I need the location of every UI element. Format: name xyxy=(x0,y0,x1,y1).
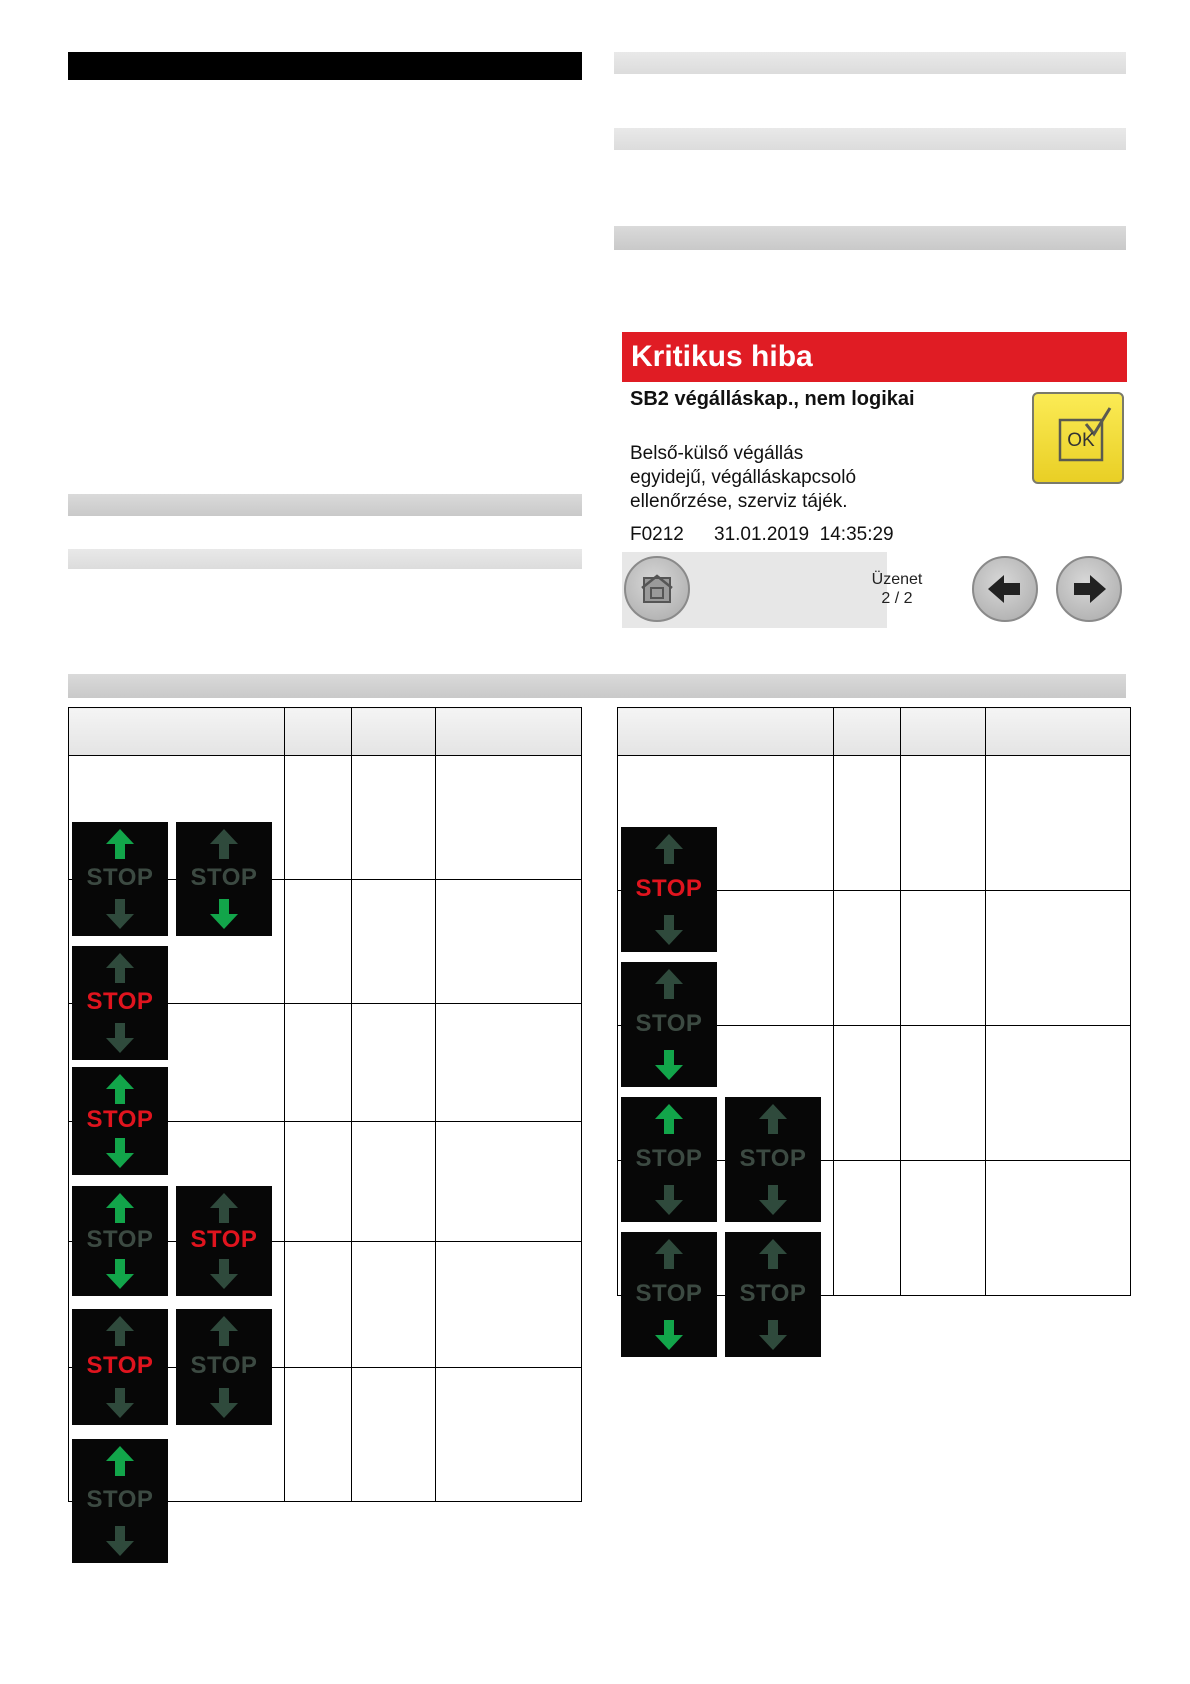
arrow-right-icon xyxy=(1058,558,1120,620)
stop-signal-tile xyxy=(725,1232,821,1357)
arrow-down-icon xyxy=(209,898,239,930)
section-heading-bar xyxy=(68,52,582,80)
stop-label: STOP xyxy=(635,874,703,902)
message-indicator xyxy=(842,570,952,608)
table-cell xyxy=(284,1122,352,1242)
table-cell xyxy=(436,1242,582,1368)
table-cell xyxy=(352,756,436,880)
table-cell xyxy=(436,1122,582,1242)
stop-label: STOP xyxy=(190,863,258,891)
table-cell xyxy=(436,1004,582,1122)
table-cell xyxy=(284,880,352,1004)
stop-signal-tile xyxy=(72,822,168,936)
stop-signal-tile xyxy=(72,1439,168,1563)
table-cell xyxy=(833,1026,901,1161)
arrow-down-icon xyxy=(105,1387,135,1419)
stop-signal-tile xyxy=(725,1097,821,1222)
arrow-down-icon xyxy=(654,1319,684,1351)
stop-label: STOP xyxy=(86,1351,154,1379)
arrow-down-icon xyxy=(105,898,135,930)
section-divider-bar xyxy=(614,226,1126,250)
error-title: SB2 végálláskap., nem logikai xyxy=(630,388,915,410)
arrow-up-icon xyxy=(105,1192,135,1224)
stop-signal-tile xyxy=(176,1186,272,1296)
stop-signal-tile xyxy=(72,1309,168,1425)
table-cell xyxy=(352,880,436,1004)
stop-label: STOP xyxy=(86,987,154,1015)
error-screen xyxy=(622,332,1130,630)
arrow-up-icon xyxy=(758,1103,788,1135)
table-header-row xyxy=(69,708,582,756)
stop-signal-tile xyxy=(621,1097,717,1222)
table-cell xyxy=(986,1161,1131,1296)
home-button[interactable] xyxy=(624,556,690,622)
arrow-up-icon xyxy=(654,1103,684,1135)
stop-signal-tile xyxy=(621,1232,717,1357)
table-cell xyxy=(352,1368,436,1502)
table-row xyxy=(618,756,1131,891)
section-divider-bar xyxy=(614,52,1126,74)
stop-label: STOP xyxy=(86,1105,154,1133)
stop-label: STOP xyxy=(635,1009,703,1037)
table-cell xyxy=(284,1004,352,1122)
ok-button[interactable] xyxy=(1032,392,1124,484)
arrow-down-icon xyxy=(209,1387,239,1419)
table-cell xyxy=(352,1122,436,1242)
arrow-up-icon xyxy=(105,1073,135,1105)
arrow-down-icon xyxy=(758,1184,788,1216)
stop-label: STOP xyxy=(635,1279,703,1307)
left-signal-table xyxy=(68,707,582,1513)
table-cell xyxy=(352,1004,436,1122)
arrow-up-icon xyxy=(654,1238,684,1270)
table-cell xyxy=(436,1368,582,1502)
stop-label: STOP xyxy=(86,863,154,891)
message-label: Üzenet xyxy=(871,571,923,588)
arrow-up-icon xyxy=(105,1315,135,1347)
arrow-up-icon xyxy=(105,1445,135,1477)
stop-signal-tile xyxy=(72,946,168,1060)
arrow-up-icon xyxy=(105,952,135,984)
table-cell xyxy=(986,756,1131,891)
error-description-line: Belső-külső végállás xyxy=(630,443,804,464)
stop-signal-tile xyxy=(72,1067,168,1175)
table-cell xyxy=(284,1368,352,1502)
table-header-cell xyxy=(352,708,436,756)
stop-label: STOP xyxy=(635,1144,703,1172)
arrow-down-icon xyxy=(654,914,684,946)
section-divider-bar xyxy=(614,128,1126,150)
table-cell xyxy=(833,1161,901,1296)
error-description xyxy=(630,442,856,514)
arrow-down-icon xyxy=(105,1525,135,1557)
previous-button[interactable] xyxy=(972,556,1038,622)
stop-label: STOP xyxy=(86,1225,154,1253)
table-cell xyxy=(901,756,986,891)
error-timestamp: 31.01.2019 14:35:29 xyxy=(714,524,894,545)
error-header: Kritikus hiba xyxy=(622,332,1127,382)
table-header-cell xyxy=(436,708,582,756)
next-button[interactable] xyxy=(1056,556,1122,622)
table-cell xyxy=(901,1026,986,1161)
arrow-up-icon xyxy=(758,1238,788,1270)
table-header-cell xyxy=(833,708,901,756)
arrow-up-icon xyxy=(654,968,684,1000)
arrow-up-icon xyxy=(209,828,239,860)
table-header-cell xyxy=(986,708,1131,756)
table-cell xyxy=(284,756,352,880)
stop-label: STOP xyxy=(190,1351,258,1379)
table-header-row xyxy=(618,708,1131,756)
error-description-line: ellenőrzése, szerviz tájék. xyxy=(630,491,848,512)
table-cell xyxy=(986,891,1131,1026)
arrow-down-icon xyxy=(654,1184,684,1216)
table-cell xyxy=(901,1161,986,1296)
arrow-down-icon xyxy=(105,1137,135,1169)
home-icon xyxy=(626,558,688,620)
table-cell xyxy=(833,756,901,891)
arrow-up-icon xyxy=(654,833,684,865)
stop-label: STOP xyxy=(739,1144,807,1172)
stop-signal-tile xyxy=(176,822,272,936)
table-cell xyxy=(436,880,582,1004)
section-divider-bar xyxy=(68,674,1126,698)
table-header-cell xyxy=(901,708,986,756)
table-cell xyxy=(833,891,901,1026)
stop-signal-tile xyxy=(621,827,717,952)
right-signal-table xyxy=(617,707,1131,1307)
arrow-down-icon xyxy=(209,1258,239,1290)
message-counter: 2 / 2 xyxy=(881,590,913,607)
arrow-down-icon xyxy=(105,1258,135,1290)
table-header-cell xyxy=(618,708,834,756)
signal-cell xyxy=(618,756,834,902)
stop-label: STOP xyxy=(86,1485,154,1513)
arrow-up-icon xyxy=(105,828,135,860)
stop-label: STOP xyxy=(739,1279,807,1307)
stop-label: STOP xyxy=(190,1225,258,1253)
table-cell xyxy=(352,1242,436,1368)
arrow-up-icon xyxy=(209,1192,239,1224)
stop-signal-tile xyxy=(176,1309,272,1425)
arrow-down-icon xyxy=(105,1022,135,1054)
section-divider-bar xyxy=(68,494,582,516)
stop-signal-tile xyxy=(72,1186,168,1296)
section-divider-bar xyxy=(68,549,582,569)
stop-signal-tile xyxy=(621,962,717,1087)
table-cell xyxy=(901,891,986,1026)
table-cell xyxy=(436,756,582,880)
table-header-cell xyxy=(284,708,352,756)
ok-label: OK xyxy=(1067,430,1095,451)
arrow-down-icon xyxy=(758,1319,788,1351)
table-row xyxy=(69,756,582,880)
signal-cell xyxy=(69,756,285,891)
error-code: F0212 xyxy=(630,524,684,545)
arrow-up-icon xyxy=(209,1315,239,1347)
arrow-down-icon xyxy=(654,1049,684,1081)
table-cell xyxy=(986,1026,1131,1161)
table-cell xyxy=(284,1242,352,1368)
error-description-line: egyidejű, végálláskapcsoló xyxy=(630,467,857,488)
arrow-left-icon xyxy=(974,558,1036,620)
table-header-cell xyxy=(69,708,285,756)
